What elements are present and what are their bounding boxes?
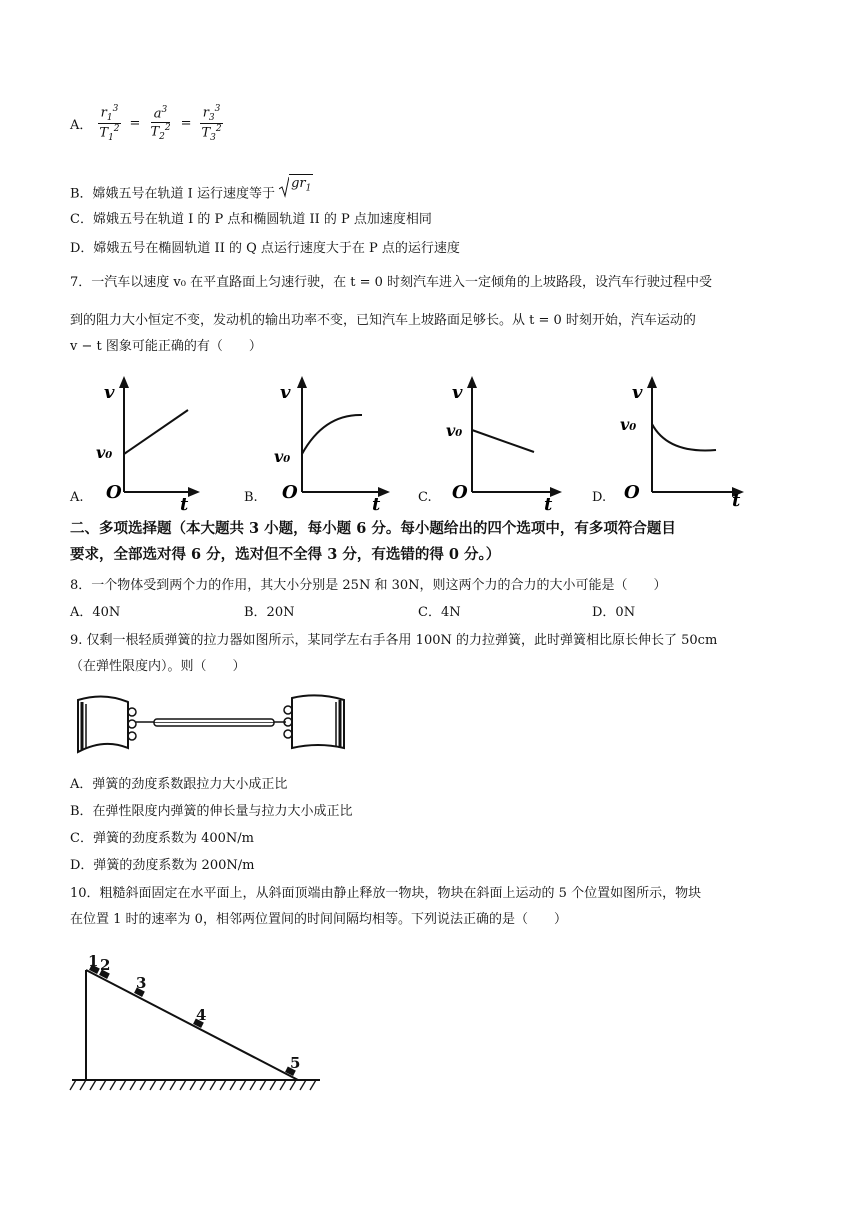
vt-graph-a: [70, 372, 200, 512]
section-2-heading-line1: 二、多项选择题（本大题共 3 小题，每小题 6 分。每小题给出的四个选项中，有多项符合题目: [70, 520, 676, 537]
svg-text:v: v: [452, 382, 463, 403]
q7-stem-line1: 7．一汽车以速度 v₀ 在平直路面上匀速行驶，在 t = 0 时刻汽车进入一定倾角的上坡路段，设汽车行驶过程中受: [70, 275, 713, 290]
q8-option-c[interactable]: C．4N: [418, 605, 461, 620]
graph-label: A.: [70, 490, 84, 505]
q10-stem-line2: 在位置 1 时的速率为 0，相邻两位置间的时间间隔均相等。下列说法正确的是（ ）: [70, 912, 567, 927]
svg-text:v: v: [632, 382, 643, 403]
svg-text:v₀: v₀: [620, 415, 637, 434]
vt-graph-c: [418, 372, 568, 512]
sqrt-expression: $gr_1$: [279, 174, 313, 198]
svg-text:t: t: [732, 490, 741, 511]
svg-text:O: O: [452, 482, 468, 503]
vt-graph-b: [244, 372, 394, 512]
q7-graph-c[interactable]: [418, 372, 568, 516]
q7-stem-line3: v − t 图象可能正确的有（ ）: [70, 339, 262, 354]
svg-text:v₀: v₀: [446, 421, 463, 440]
svg-text:O: O: [106, 482, 122, 503]
q6-option-b[interactable]: B．嫦娥五号在轨道 I 运行速度等于 $gr_1$: [70, 176, 312, 202]
q8-option-a[interactable]: A．40N: [70, 605, 121, 620]
q6-option-c[interactable]: C．嫦娥五号在轨道 I 的 P 点和椭圆轨道 II 的 P 点加速度相同: [70, 212, 432, 227]
svg-text:v: v: [104, 382, 115, 403]
q9-option-a[interactable]: A．弹簧的劲度系数跟拉力大小成正比: [70, 777, 288, 792]
svg-text:v₀: v₀: [274, 447, 291, 466]
svg-text:v: v: [280, 382, 291, 403]
svg-text:t: t: [372, 494, 381, 512]
option-label: A．: [70, 117, 93, 133]
q6-option-d[interactable]: D．嫦娥五号在椭圆轨道 II 的 Q 点运行速度大于在 P 点的运行速度: [70, 241, 460, 256]
graph-label: D.: [592, 490, 607, 505]
q8-option-b[interactable]: B．20N: [244, 605, 295, 620]
incline-figure: [66, 944, 326, 1104]
graph-label: C.: [418, 490, 432, 505]
svg-text:1: 1: [88, 952, 99, 970]
q10-stem-line1: 10．粗糙斜面固定在水平面上，从斜面顶端由静止释放一物块，物块在斜面上运动的 5 个位置如图所示，物块: [70, 886, 702, 901]
q7-graph-d[interactable]: [592, 372, 752, 516]
q9-option-b[interactable]: B．在弹性限度内弹簧的伸长量与拉力大小成正比: [70, 804, 353, 819]
svg-text:t: t: [180, 494, 189, 512]
svg-text:4: 4: [196, 1006, 207, 1024]
spring-expander-figure: [74, 690, 354, 760]
vt-graph-d: [592, 372, 752, 512]
fraction-a-t2: $\frac{a^3}{T_2^2}$: [150, 105, 171, 142]
fraction-r3-t3: $\frac{r_3^3}{T_3^2}$: [201, 104, 222, 143]
q7-graph-b[interactable]: [244, 372, 394, 516]
section-2-heading-line2: 要求，全部选对得 6 分，选对但不全得 3 分，有选错的得 0 分。）: [70, 546, 501, 563]
q9-option-d[interactable]: D．弹簧的劲度系数为 200N/m: [70, 858, 255, 873]
q9-option-c[interactable]: C．弹簧的劲度系数为 400N/m: [70, 831, 254, 846]
svg-text:3: 3: [136, 974, 147, 992]
q8-stem: 8．一个物体受到两个力的作用，其大小分别是 25N 和 30N，则这两个力的合力的大小可能是（ ）: [70, 578, 667, 593]
svg-text:O: O: [624, 482, 640, 503]
svg-text:t: t: [544, 494, 553, 512]
fraction-r1-t1: $\frac{r_1^3}{T_1^2}$: [99, 104, 120, 143]
q8-option-d[interactable]: D．0N: [592, 605, 636, 620]
svg-text:v₀: v₀: [96, 443, 113, 462]
q9-stem-line1: 9. 仅剩一根轻质弹簧的拉力器如图所示，某同学左右手各用 100N 的力拉弹簧，此时弹簧相比原长伸长了 50cm: [70, 633, 718, 648]
q7-graph-a[interactable]: [70, 372, 200, 516]
svg-text:2: 2: [100, 956, 111, 974]
q9-stem-line2: （在弹性限度内）。则（ ）: [70, 659, 246, 674]
q6-option-a[interactable]: A． $\frac{r_1^3}{T_1^2}$ = $\frac{a^3}{T_2^2}$ = $\frac{r_3^3}{T_3^2}$: [70, 104, 229, 143]
svg-text:5: 5: [290, 1054, 301, 1072]
svg-text:O: O: [282, 482, 298, 503]
graph-label: B.: [244, 490, 258, 505]
q7-stem-line2: 到的阻力大小恒定不变，发动机的输出功率不变，已知汽车上坡路面足够长。从 t = 0 时刻开始，汽车运动的: [70, 313, 696, 328]
